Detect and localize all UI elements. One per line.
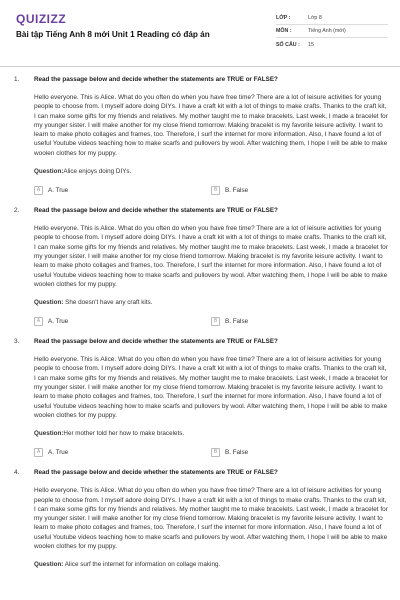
question-label: Question: (34, 430, 64, 438)
option-true[interactable] (34, 317, 211, 326)
meta-label: SỐ CÂU : (276, 41, 300, 48)
option-letter-box[interactable]: A (34, 448, 43, 457)
option-false[interactable] (211, 317, 388, 326)
reading-passage: Hello everyone. This is Alice. What do you often do when you have free time? There are a lot of leisure activities for young people to choose from. I myself adore doing DIYs. I have a craft kit with a lot of things to make crafts. Thanks to the craft kit, I can make some gifts for my friends and relatives. My mother taught me to make bracelets. Last week, I made a bracelet for my younger sister. I will make another for my close friend tomorrow. Making bracelet is my favorite leisure activity. I want to learn to make photo collages and frames, too. Therefore, I surf the internet for more information. Also, I have found a lot of useful Youtube videos teaching how to make scarfs and pullovers by wool. After watching them, I hope I will be able to make woolen clothes for my puppy. (34, 94, 388, 157)
question-number: 4. (14, 469, 20, 477)
worksheet-title: Bài tập Tiếng Anh 8 mới Unit 1 Reading có đáp án (16, 30, 210, 39)
question-text: Her mother told her how to make bracelets. (63, 430, 185, 438)
answer-options (34, 185, 388, 195)
question-prompt: Read the passage below and decide whether the statements are TRUE or FALSE? (34, 338, 278, 346)
question-statement (34, 167, 388, 176)
meta-value: 15 (308, 41, 314, 48)
question-number: 3. (14, 338, 20, 346)
question-text: She doesn't have any craft kits. (63, 299, 153, 307)
option-label: B. False (225, 317, 249, 325)
question-label: Question: (34, 561, 64, 569)
meta-label: MÔN : (276, 28, 292, 34)
option-false[interactable] (211, 448, 388, 457)
meta-value: Lớp 8 (308, 15, 322, 21)
option-letter-box[interactable]: A (34, 186, 43, 195)
question-statement (34, 429, 388, 438)
question-item (0, 74, 400, 195)
option-letter-box[interactable]: B (211, 186, 220, 195)
reading-passage: Hello everyone. This is Alice. What do you often do when you have free time? There are a lot of leisure activities for young people to choose from. I myself adore doing DIYs. I have a craft kit with a lot of things to make crafts. Thanks to the craft kit, I can make some gifts for my friends and relatives. My mother taught me to make bracelets. Last week, I made a bracelet for my younger sister. I will make another for my close friend tomorrow. Making bracelet is my favorite leisure activity. I want to learn to make photo collages and frames, too. Therefore, I surf the internet for more information. Also, I have found a lot of useful Youtube videos teaching how to make scarfs and pullovers by wool. After watching them, I hope I will be able to make woolen clothes for my puppy. (34, 356, 388, 419)
question-statement (34, 298, 388, 307)
question-label: Question: (34, 299, 64, 307)
option-label: B. False (225, 448, 249, 456)
question-item (0, 205, 400, 326)
option-letter-box[interactable]: B (211, 448, 220, 457)
question-number: 1. (14, 76, 20, 83)
meta-row-question-count (276, 38, 388, 51)
meta-label: LỚP : (276, 15, 291, 21)
question-number: 2. (14, 207, 20, 215)
answer-options (34, 447, 388, 457)
reading-passage: Hello everyone. This is Alice. What do you often do when you have free time? There are a lot of leisure activities for young people to choose from. I myself adore doing DIYs. I have a craft kit with a lot of things to make crafts. Thanks to the craft kit, I can make some gifts for my friends and relatives. My mother taught me to make bracelets. Last week, I made a bracelet for my younger sister. I will make another for my close friend tomorrow. Making bracelet is my favorite leisure activity. I want to learn to make photo collages and frames, too. Therefore, I surf the internet for more information. Also, I have found a lot of useful Youtube videos teaching how to make scarfs and pullovers by wool. After watching them, I hope I will be able to make woolen clothes for my puppy. (34, 487, 388, 551)
question-item (0, 336, 400, 457)
worksheet-meta (276, 12, 388, 51)
answer-options (34, 316, 388, 326)
option-label: A. True (48, 186, 69, 194)
reading-passage: Hello everyone. This is Alice. What do you often do when you have free time? There are a lot of leisure activities for young people to choose from. I myself adore doing DIYs. I have a craft kit with a lot of things to make crafts. Thanks to the craft kit, I can make some gifts for my friends and relatives. My mother taught me to make bracelets. Last week, I made a bracelet for my younger sister. I will make another for my close friend tomorrow. Making bracelet is my favorite leisure activity. I want to learn to make photo collages and frames, too. Therefore, I surf the internet for more information. Also, I have found a lot of useful Youtube videos teaching how to make scarfs and pullovers by wool. After watching them, I hope I will be able to make woolen clothes for my puppy. (34, 225, 388, 288)
option-letter-box[interactable]: A (34, 317, 43, 326)
header-divider (0, 66, 400, 67)
question-label: Question: (34, 168, 64, 176)
meta-value: Tiếng Anh (mới) (308, 28, 346, 34)
question-list (0, 74, 400, 579)
option-true[interactable] (34, 186, 211, 195)
option-false[interactable] (211, 186, 388, 195)
quizizz-logo: QUIZIZZ (16, 12, 67, 26)
option-label: A. True (48, 317, 69, 325)
option-letter-box[interactable]: B (211, 317, 220, 326)
question-prompt: Read the passage below and decide whether the statements are TRUE or FALSE? (34, 207, 278, 215)
meta-row-subject (276, 25, 388, 38)
question-statement (34, 560, 388, 569)
question-prompt: Read the passage below and decide whether the statements are TRUE or FALSE? (34, 469, 278, 477)
option-label: B. False (225, 186, 249, 194)
worksheet-header (0, 0, 400, 62)
question-text: Alice surf the internet for information on collage making. (63, 561, 221, 569)
option-label: A. True (48, 448, 69, 456)
option-true[interactable] (34, 448, 211, 457)
meta-row-grade (276, 12, 388, 25)
question-item (0, 467, 400, 569)
question-prompt: Read the passage below and decide whether the statements are TRUE or FALSE? (34, 76, 278, 83)
question-text: Alice enjoys doing DIYs. (63, 168, 132, 176)
